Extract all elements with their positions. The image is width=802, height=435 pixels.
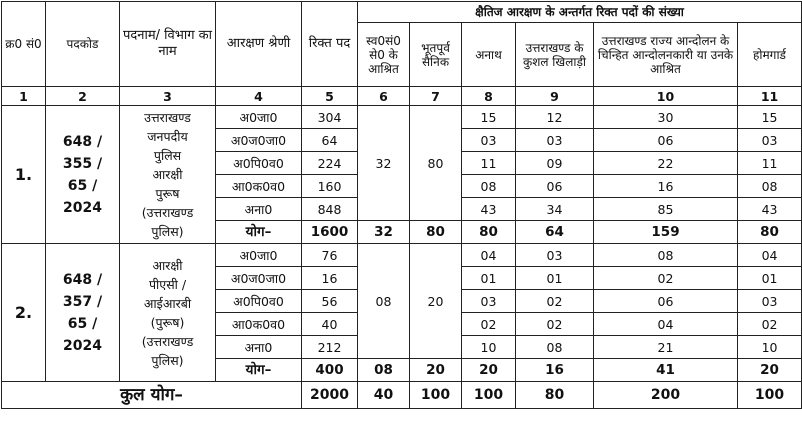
col-number: 3	[120, 87, 216, 106]
grand-total-vacant: 2000	[302, 382, 358, 409]
orphan-cell: 03	[462, 129, 516, 152]
group-sn: 1.	[2, 106, 46, 244]
home-guard-cell: 15	[738, 106, 802, 129]
home-guard-cell: 08	[738, 175, 802, 198]
table-row	[2, 106, 802, 129]
total-ex-serviceman: 20	[410, 359, 462, 382]
agitator-cell: 06	[594, 129, 738, 152]
agitator-cell: 85	[594, 198, 738, 221]
col-number: 11	[738, 87, 802, 106]
home-guard-cell: 04	[738, 244, 802, 267]
orphan-cell: 43	[462, 198, 516, 221]
post-dept	[120, 244, 216, 382]
total-home-guard: 20	[738, 359, 802, 382]
col-number: 9	[516, 87, 594, 106]
home-guard-cell: 03	[738, 290, 802, 313]
grand-total-ex-serviceman: 100	[410, 382, 462, 409]
header-vacant: रिक्त पद	[302, 2, 358, 87]
total-vacant: 400	[302, 359, 358, 382]
sports-cell: 06	[516, 175, 594, 198]
grand-total-agitator: 200	[594, 382, 738, 409]
vacant-cell: 304	[302, 106, 358, 129]
freedom-fighter-cell: 08	[358, 244, 410, 359]
home-guard-cell: 01	[738, 267, 802, 290]
sports-cell: 01	[516, 267, 594, 290]
total-label: योग–	[216, 221, 302, 244]
freedom-fighter-cell: 32	[358, 106, 410, 221]
dept-line: जनपदीय	[147, 129, 188, 144]
header-post-dept: पदनाम/ विभाग का नाम	[120, 2, 216, 87]
agitator-cell: 04	[594, 313, 738, 336]
ex-serviceman-cell: 20	[410, 244, 462, 359]
sports-cell: 08	[516, 336, 594, 359]
grand-total-orphan: 100	[462, 382, 516, 409]
total-orphan: 20	[462, 359, 516, 382]
orphan-cell: 03	[462, 290, 516, 313]
category-cell: अ0जा0	[216, 106, 302, 129]
vacant-cell: 848	[302, 198, 358, 221]
header-sportsperson: उत्तराखण्ड के कुशल खिलाड़ी	[516, 23, 594, 87]
vacant-cell: 76	[302, 244, 358, 267]
col-number: 10	[594, 87, 738, 106]
post-dept	[120, 106, 216, 244]
dept-line: आरक्षी	[152, 257, 183, 273]
dept-line: पुरूष	[155, 186, 180, 201]
agitator-cell: 02	[594, 267, 738, 290]
sports-cell: 02	[516, 290, 594, 313]
orphan-cell: 10	[462, 336, 516, 359]
header-home-guard: होमगार्ड	[738, 23, 802, 87]
dept-line: पुलिस)	[151, 352, 184, 368]
total-freedom-fighter: 32	[358, 221, 410, 244]
total-vacant: 1600	[302, 221, 358, 244]
total-agitator: 41	[594, 359, 738, 382]
sports-cell: 03	[516, 244, 594, 267]
dept-line: उत्तराखण्ड	[144, 110, 191, 125]
sports-cell: 02	[516, 313, 594, 336]
header-freedom-fighter: स्व0सं0 से0 के आश्रित	[358, 23, 410, 87]
col-number: 8	[462, 87, 516, 106]
home-guard-cell: 43	[738, 198, 802, 221]
dept-line: (उत्तराखण्ड	[141, 333, 194, 349]
header-agitator: उत्तराखण्ड राज्य आन्दोलन के चिन्हित आन्दोलनकारी या उनके आश्रित	[594, 23, 738, 87]
header-horizontal-title: क्षैतिज आरक्षण के अन्तर्गत रिक्त पदों की संख्या	[358, 2, 802, 23]
total-sports: 16	[516, 359, 594, 382]
header-ex-serviceman: भूतपूर्व सैनिक	[410, 23, 462, 87]
category-cell: अ0ज0जा0	[216, 129, 302, 152]
total-home-guard: 80	[738, 221, 802, 244]
orphan-cell: 04	[462, 244, 516, 267]
vacant-cell: 16	[302, 267, 358, 290]
home-guard-cell: 03	[738, 129, 802, 152]
col-number: 4	[216, 87, 302, 106]
total-label: योग–	[216, 359, 302, 382]
grand-total-row	[2, 382, 802, 409]
category-cell: आ0क0व0	[216, 313, 302, 336]
vacant-cell: 224	[302, 152, 358, 175]
col-number: 6	[358, 87, 410, 106]
dept-line: आईआरबी	[143, 295, 192, 311]
ex-serviceman-cell: 80	[410, 106, 462, 221]
dept-line: आरक्षी	[152, 167, 183, 182]
dept-line: (पुरूष)	[150, 314, 185, 330]
category-cell: आ0क0व0	[216, 175, 302, 198]
category-cell: अना0	[216, 336, 302, 359]
post-code-line: 65 /	[67, 315, 98, 332]
col-number: 2	[46, 87, 120, 106]
dept-line: पीएसी /	[148, 276, 187, 292]
agitator-cell: 22	[594, 152, 738, 175]
col-number: 7	[410, 87, 462, 106]
table-row	[2, 244, 802, 267]
header-post-code: पदकोड	[46, 2, 120, 87]
agitator-cell: 16	[594, 175, 738, 198]
sports-cell: 03	[516, 129, 594, 152]
total-ex-serviceman: 80	[410, 221, 462, 244]
orphan-cell: 02	[462, 313, 516, 336]
vacant-cell: 40	[302, 313, 358, 336]
grand-total-sports: 80	[516, 382, 594, 409]
dept-line: (उत्तराखण्ड	[141, 205, 194, 220]
vacant-cell: 212	[302, 336, 358, 359]
grand-total-label: कुल योग–	[2, 382, 302, 409]
category-cell: अना0	[216, 198, 302, 221]
total-sports: 64	[516, 221, 594, 244]
post-code-line: 355 /	[62, 155, 103, 172]
vacant-cell: 56	[302, 290, 358, 313]
category-cell: अ0जा0	[216, 244, 302, 267]
agitator-cell: 06	[594, 290, 738, 313]
post-code-line: 648 /	[62, 271, 103, 288]
orphan-cell: 15	[462, 106, 516, 129]
sports-cell: 09	[516, 152, 594, 175]
total-orphan: 80	[462, 221, 516, 244]
dept-line: पुलिस)	[151, 224, 184, 239]
col-number: 5	[302, 87, 358, 106]
post-code	[46, 106, 120, 244]
total-agitator: 159	[594, 221, 738, 244]
category-cell: अ0पि0व0	[216, 290, 302, 313]
post-code-line: 648 /	[62, 133, 103, 150]
home-guard-cell: 10	[738, 336, 802, 359]
sports-cell: 34	[516, 198, 594, 221]
category-cell: अ0ज0जा0	[216, 267, 302, 290]
vacancy-table	[1, 1, 802, 409]
total-freedom-fighter: 08	[358, 359, 410, 382]
grand-total-home-guard: 100	[738, 382, 802, 409]
header-category: आरक्षण श्रेणी	[216, 2, 302, 87]
agitator-cell: 08	[594, 244, 738, 267]
post-code-line: 357 /	[62, 293, 103, 310]
col-number: 1	[2, 87, 46, 106]
grand-total-freedom-fighter: 40	[358, 382, 410, 409]
home-guard-cell: 11	[738, 152, 802, 175]
agitator-cell: 30	[594, 106, 738, 129]
sports-cell: 12	[516, 106, 594, 129]
orphan-cell: 08	[462, 175, 516, 198]
post-code-line: 2024	[63, 337, 102, 354]
agitator-cell: 21	[594, 336, 738, 359]
vacant-cell: 64	[302, 129, 358, 152]
vacant-cell: 160	[302, 175, 358, 198]
orphan-cell: 11	[462, 152, 516, 175]
post-code-line: 2024	[63, 199, 102, 216]
orphan-cell: 01	[462, 267, 516, 290]
header-sn: क्र0 सं0	[2, 2, 46, 87]
column-number-row	[2, 87, 802, 106]
group-sn: 2.	[2, 244, 46, 382]
post-code	[46, 244, 120, 382]
post-code-line: 65 /	[67, 177, 98, 194]
dept-line: पुलिस	[153, 148, 182, 163]
category-cell: अ0पि0व0	[216, 152, 302, 175]
home-guard-cell: 02	[738, 313, 802, 336]
header-orphan: अनाथ	[462, 23, 516, 87]
